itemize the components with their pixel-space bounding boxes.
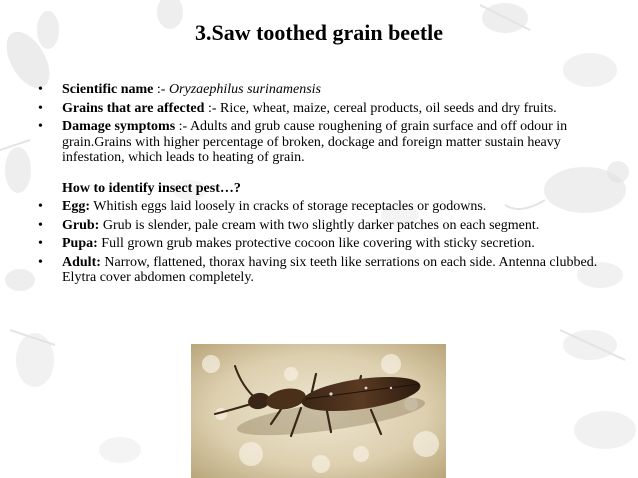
- bullet: •: [38, 217, 43, 233]
- item-label: Damage symptoms: [62, 119, 176, 134]
- bullet: •: [38, 82, 43, 97]
- item-label: Scientific name: [62, 82, 154, 97]
- item-text: Narrow, flattened, thorax having six teeth like serrations on each side. Antenna clubbed. Elytra cover abdomen completely.: [62, 254, 598, 285]
- item-label: Adult:: [62, 254, 101, 270]
- item-text: Adults and grub cause roughening of grain surface and off odour in grain.Grains with higher percentage of broken, dockage and foreign matter sustain heavy infestation, which leads to heating of grain.: [62, 119, 568, 165]
- list-item-damage-symptoms: [38, 119, 613, 166]
- list-item-grains-affected: [38, 101, 613, 117]
- slide-title: 3.Saw toothed grain beetle: [194, 20, 444, 45]
- list-item-egg: [38, 199, 613, 215]
- item-label: Grains that are affected: [62, 100, 205, 116]
- beetle-photo: [191, 344, 446, 478]
- item-label: Egg:: [62, 199, 90, 214]
- list-item-pupa: [38, 236, 613, 252]
- bullet: •: [38, 199, 43, 214]
- content-list: [38, 82, 613, 289]
- item-text: Rice, wheat, maize, cereal products, oil seeds and dry fruits.: [220, 100, 557, 116]
- item-text: Whitish eggs laid loosely in cracks of storage receptacles or godowns.: [90, 199, 487, 214]
- item-separator: :-: [153, 82, 169, 97]
- bullet: •: [38, 100, 43, 116]
- bullet: •: [38, 254, 43, 270]
- list-item-scientific-name: [38, 82, 613, 98]
- identify-heading-row: [38, 181, 613, 197]
- item-text: Full grown grub makes protective cocoon like covering with sticky secretion.: [97, 236, 535, 251]
- bullet: •: [38, 119, 43, 134]
- item-label: Grub:: [62, 217, 100, 233]
- item-separator: :-: [204, 100, 220, 116]
- item-separator: :-: [175, 119, 190, 134]
- list-item-grub: [38, 218, 613, 234]
- item-text: Grub is slender, pale cream with two slightly darker patches on each segment.: [99, 217, 540, 233]
- item-label: Pupa:: [62, 236, 98, 251]
- identify-heading: How to identify insect pest…?: [62, 180, 241, 196]
- list-item-adult: [38, 255, 613, 286]
- item-text: Oryzaephilus surinamensis: [168, 82, 321, 97]
- bullet: •: [38, 236, 43, 251]
